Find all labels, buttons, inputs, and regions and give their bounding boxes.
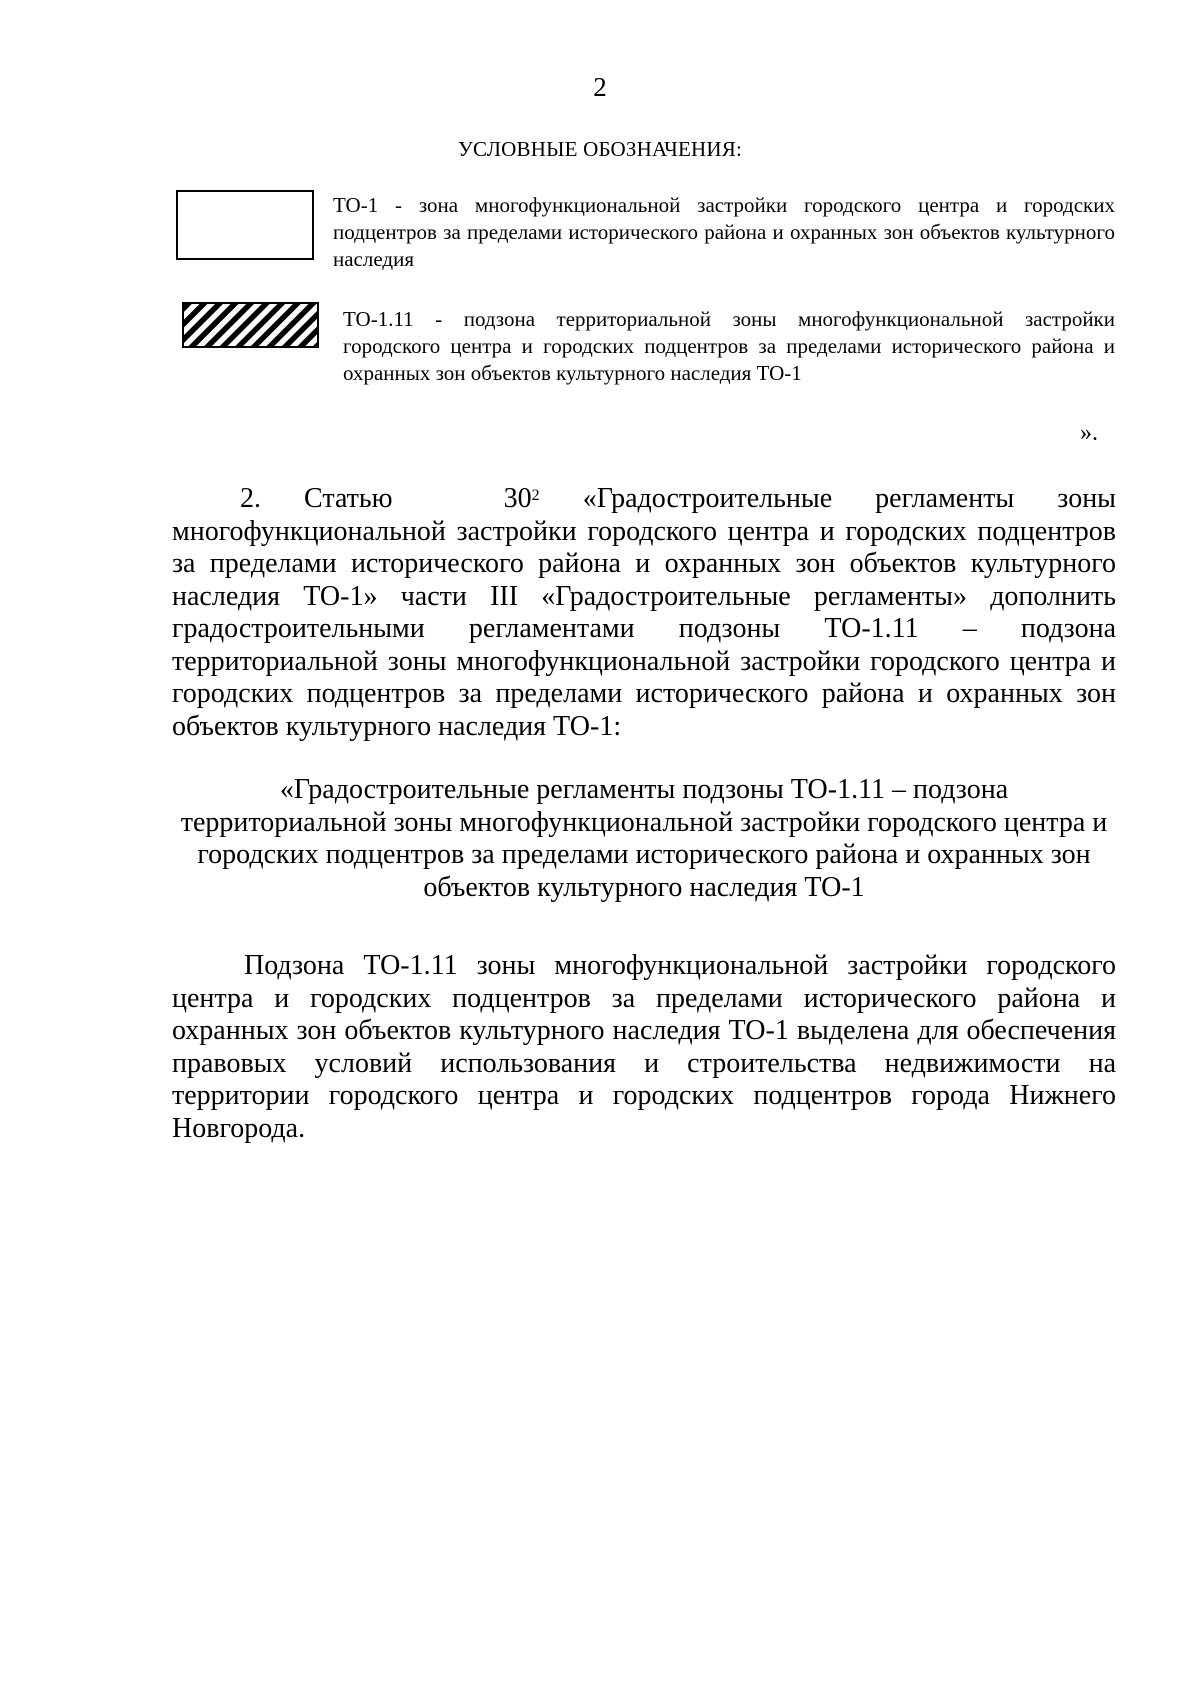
legend-item-to-1-11-text: ТО-1.11 - подзона территориальной зоны многофункциональной застройки городского центра и городских подцентров за пределами исторического района и охранных зон объектов культурного наследия ТО-1 (343, 307, 1115, 385)
legend-symbol-hatched-rectangle (182, 302, 319, 348)
article-number (436, 483, 540, 516)
subzone-heading-line: объектов культурного наследия ТО-1 (423, 871, 865, 903)
paragraph-subzone-description: Подзона ТО-1.11 зоны многофункциональной застройки городского центра и городских подцентров за пределами исторического района и охранных зон объектов культурного наследия ТО-1 выделена для обеспечения правовых условий использования и строительства недвижимости на территории городского центра и городских подцентров города Нижнего Новгорода. (172, 950, 1116, 1144)
subzone-heading-line: городских подцентров за пределами исторического района и охранных зон (197, 839, 1091, 870)
article-number-main: 30 (503, 483, 532, 514)
legend-symbol-plain-rectangle (176, 190, 314, 260)
legend-closing-quote: ». (1080, 420, 1098, 446)
article-superscript: 2 (531, 487, 540, 504)
subzone-heading-line: территориальной зоны многофункциональной застройки городского центра и (180, 806, 1108, 838)
paragraph-body-text: «Градостроительные регламенты зоны многофункциональной застройки городского центра и городских подцентров за пределами исторического района и охранных зон объектов культурного наследия ТО-1» части III «Градостроительные регламенты» дополнить градостроительными регламентами подзоны ТО-1.11 – подзона территориальной зоны многофункциональной застройки городского центра и городских подцентров за пределами исторического района и охранных зон объектов культурного наследия ТО-1: (172, 483, 1116, 742)
paragraph-article-amendment (172, 483, 1116, 743)
hatch-pattern-icon (184, 304, 317, 346)
legend-item-to-1-text: ТО-1 - зона многофункциональной застройки городского центра и городских подцентров за пределами исторического района и охранных зон объектов культурного наследия (333, 193, 1115, 271)
paragraph-prefix: 2. Статью (240, 483, 436, 514)
subzone-heading (172, 774, 1116, 904)
page-number: 2 (593, 72, 607, 102)
subzone-heading-line: «Градостроительные регламенты подзоны ТО-1.11 – подзона (279, 774, 1009, 805)
legend-title: УСЛОВНЫЕ ОБОЗНАЧЕНИЯ: (457, 137, 743, 161)
